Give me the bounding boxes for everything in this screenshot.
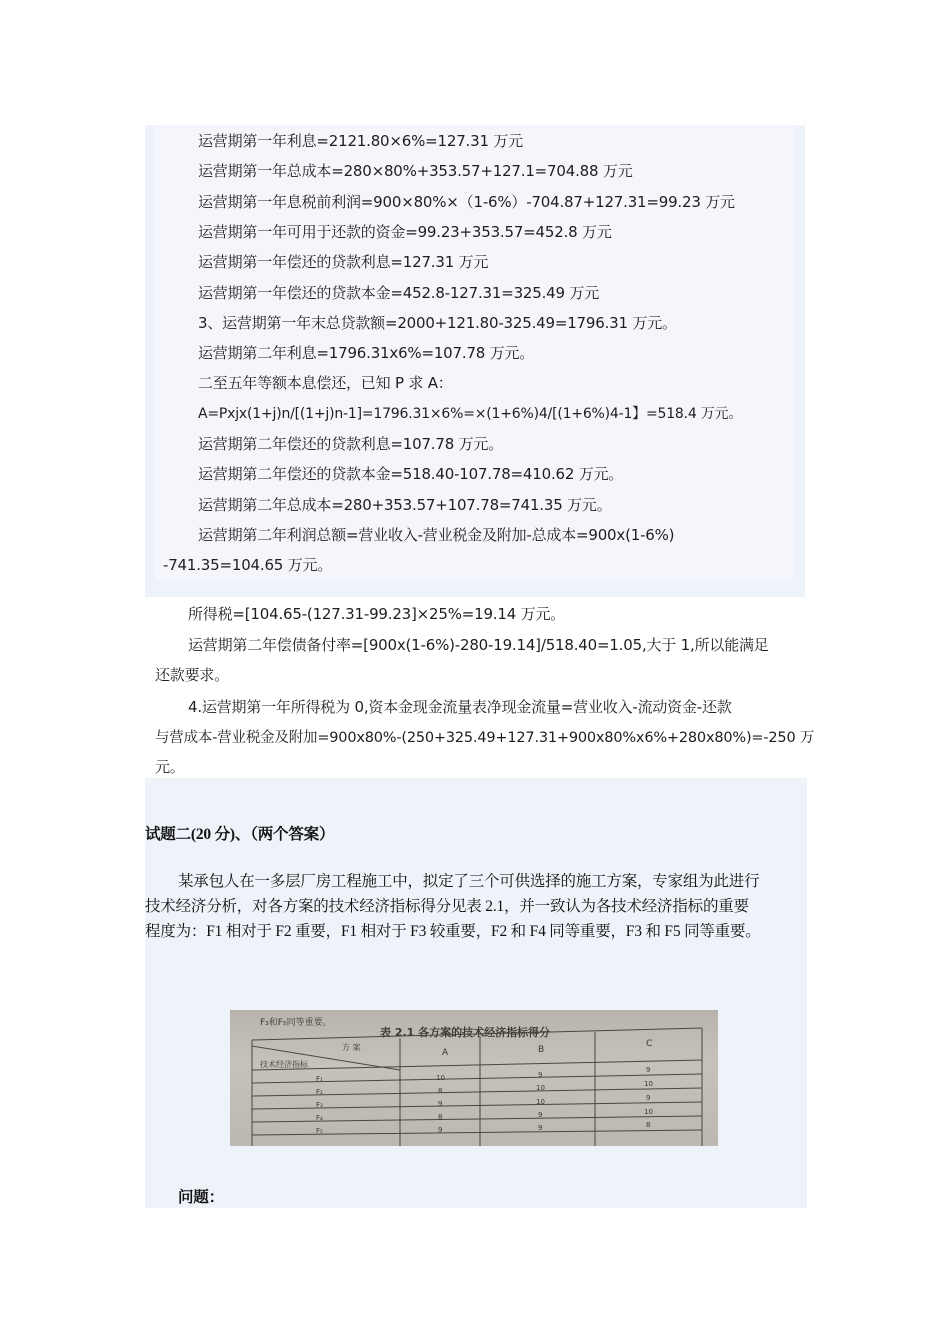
table-cell: 9: [538, 1071, 543, 1079]
tax-line: 4.运营期第一年所得税为 0,资本金现金流量表净现金流量=营业收入-流动资金-还款: [188, 698, 732, 716]
solution-line: 运营期第一年息税前利润=900×80%×（1-6%）-704.87+127.31=99.23 万元: [198, 193, 735, 211]
solution-line: A=Pxjx(1+j)n/[(1+j)n-1]=1796.31×6%=×(1+6%)4/[(1+6%)4-1】=518.4 万元。: [198, 406, 743, 422]
table-corner-top: 方 案: [342, 1043, 361, 1052]
solution-line: 运营期第二年利润总额=营业收入-营业税金及附加-总成本=900x(1-6%): [198, 526, 675, 544]
table-corner-bottom: 技术经济指标: [260, 1060, 308, 1069]
table-cell: 10: [536, 1084, 545, 1092]
solution-line: 运营期第一年可用于还款的资金=99.23+353.57=452.8 万元: [198, 223, 612, 241]
solution-line: 二至五年等额本息偿还，已知 P 求 A：: [198, 374, 453, 392]
solution-line: 运营期第一年利息=2121.80×6%=127.31 万元: [198, 132, 523, 150]
table-cell: 9: [438, 1100, 443, 1108]
table-note: F₃和F₅同等重要。: [260, 1018, 332, 1028]
solution-line: 运营期第一年总成本=280×80%+353.57+127.1=704.88 万元: [198, 162, 633, 180]
table-cell: 9: [646, 1094, 651, 1102]
table-cell: 8: [438, 1113, 443, 1121]
table-column-header: C: [646, 1039, 653, 1049]
table-row-label: F₂: [316, 1088, 323, 1096]
score-table-drawing: [230, 1010, 718, 1146]
solution-line: 运营期第一年偿还的贷款本金=452.8-127.31=325.49 万元: [198, 284, 600, 302]
table-cell: 10: [644, 1108, 653, 1116]
table-cell: 10: [644, 1080, 653, 1088]
tax-line: 还款要求。: [155, 666, 230, 684]
tax-line: 运营期第二年偿债备付率=[900x(1-6%)-280-19.14]/518.40=1.05,大于 1,所以能满足: [188, 636, 769, 654]
table-cell: 9: [438, 1126, 443, 1134]
table-cell: 9: [538, 1111, 543, 1119]
table-row-label: F₃: [316, 1101, 323, 1109]
question-label: 问题：: [178, 1189, 224, 1206]
question-paragraph-line: 程度为：F1 相对于 F2 重要，F1 相对于 F3 较重要，F2 和 F4 同等重要，F3 和 F5 同等重要。: [145, 923, 761, 940]
table-cell: 9: [646, 1066, 651, 1074]
table-row-label: F₄: [316, 1114, 323, 1122]
table-row-label: F₁: [316, 1075, 323, 1083]
score-table-image: [230, 1010, 718, 1146]
table-cell: 10: [436, 1074, 445, 1082]
solution-line: 运营期第二年偿还的贷款本金=518.40-107.78=410.62 万元。: [198, 465, 624, 483]
tax-line: 与营成本-营业税金及附加=900x80%-(250+325.49+127.31+900x80%x6%+280x80%)=-250 万: [155, 730, 815, 746]
table-caption: 表 2.1 各方案的技术经济指标得分: [380, 1026, 551, 1039]
solution-line: 运营期第一年偿还的贷款利息=127.31 万元: [198, 253, 489, 271]
tax-line: 所得税=[104.65-(127.31-99.23]×25%=19.14 万元。: [188, 605, 566, 623]
question-paragraph-line: 技术经济分析，对各方案的技术经济指标得分见表 2.1，并一致认为各技术经济指标的重要: [145, 898, 749, 915]
solution-line: 运营期第二年偿还的贷款利息=107.78 万元。: [198, 435, 504, 453]
solution-line: -741.35=104.65 万元。: [163, 556, 333, 574]
table-row-label: F₅: [316, 1127, 323, 1135]
table-column-header: A: [442, 1048, 449, 1058]
solution-line: 运营期第二年总成本=280+353.57+107.78=741.35 万元。: [198, 496, 612, 514]
question-paragraph-line: 某承包人在一多层厂房工程施工中，拟定了三个可供选择的施工方案，专家组为此进行: [178, 873, 760, 890]
tax-line: 元。: [155, 758, 185, 776]
table-cell: 10: [536, 1098, 545, 1106]
solution-line: 运营期第二年利息=1796.31x6%=107.78 万元。: [198, 344, 535, 362]
table-cell: 8: [646, 1121, 651, 1129]
question-heading: 试题二(20 分)、（两个答案）: [145, 826, 335, 843]
table-cell: 9: [538, 1124, 543, 1132]
table-column-header: B: [538, 1045, 545, 1055]
table-cell: 8: [438, 1087, 443, 1095]
solution-line: 3、运营期第一年末总贷款额=2000+121.80-325.49=1796.31 万元。: [198, 314, 677, 332]
